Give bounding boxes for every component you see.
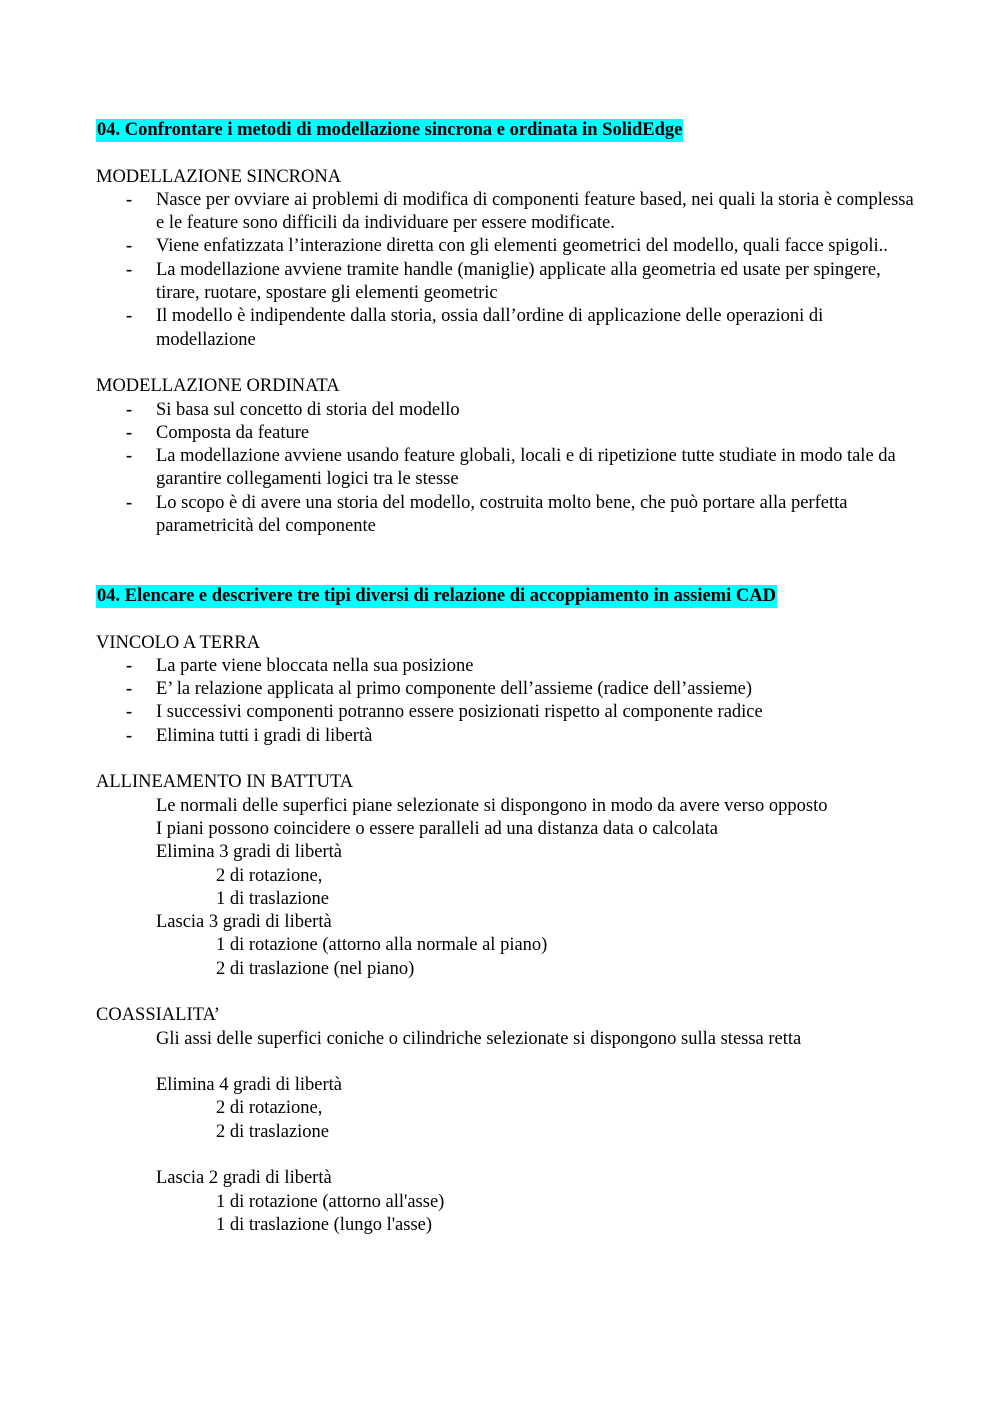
section1-heading-row	[96, 119, 916, 142]
allineamento-line1: Le normali delle superfici piane selezionate si dispongono in modo da avere verso opposto	[156, 795, 828, 816]
coassialita-lascia-rotazione: 1 di rotazione (attorno all'asse)	[216, 1191, 445, 1212]
vincolo-list	[96, 655, 916, 748]
coassialita-elimina: Elimina 4 gradi di libertà	[156, 1075, 342, 1096]
sincrona-title: MODELLAZIONE SINCRONA	[96, 166, 342, 187]
section2-heading: 04. Elencare e descrivere tre tipi diversi di relazione di accoppiamento in assiemi CAD	[96, 585, 777, 608]
section1-heading: 04. Confrontare i metodi di modellazione sincrona e ordinata in SolidEdge	[96, 119, 683, 142]
allineamento-lascia-traslazione: 2 di traslazione (nel piano)	[216, 958, 415, 979]
allineamento-elimina-traslazione: 1 di traslazione	[216, 888, 330, 909]
allineamento-lascia-rotazione: 1 di rotazione (attorno alla normale al piano)	[216, 935, 548, 956]
list-item: - E’ la relazione applicata al primo componente dell’assieme (radice dell’assieme)	[96, 678, 916, 701]
list-item: - Il modello è indipendente dalla storia, ossia dall’ordine di applicazione delle operazioni di modellazione	[96, 305, 916, 352]
vincolo-title: VINCOLO A TERRA	[96, 632, 261, 653]
ordinata-title: MODELLAZIONE ORDINATA	[96, 376, 340, 397]
allineamento-elimina-rotazione: 2 di rotazione,	[216, 865, 323, 886]
coassialita-line1: Gli assi delle superfici coniche o cilindriche selezionate si dispongono sulla stessa retta	[156, 1028, 802, 1049]
coassialita-elimina-traslazione: 2 di traslazione	[216, 1121, 330, 1142]
coassialita-elimina-rotazione: 2 di rotazione,	[216, 1098, 323, 1119]
coassialita-lascia-traslazione: 1 di traslazione (lungo l'asse)	[216, 1214, 433, 1235]
list-item: - Si basa sul concetto di storia del modello	[96, 399, 916, 422]
list-item: - La parte viene bloccata nella sua posizione	[96, 655, 916, 678]
list-item: - Nasce per ovviare ai problemi di modifica di componenti feature based, nei quali la storia è complessa e le feature sono difficili da individuare per essere modificate.	[96, 189, 916, 236]
list-item: - La modellazione avviene usando feature globali, locali e di ripetizione tutte studiate in modo tale da garantire collegamenti logici tra le stesse	[96, 445, 916, 492]
allineamento-lascia: Lascia 3 gradi di libertà	[156, 912, 332, 933]
coassialita-lascia: Lascia 2 gradi di libertà	[156, 1168, 332, 1189]
list-item: - Viene enfatizzata l’interazione diretta con gli elementi geometrici del modello, quali facce spigoli..	[96, 235, 916, 258]
allineamento-elimina: Elimina 3 gradi di libertà	[156, 842, 342, 863]
list-item: - Composta da feature	[96, 422, 916, 445]
document-page	[96, 119, 916, 1237]
ordinata-list	[96, 399, 916, 539]
sincrona-list	[96, 189, 916, 352]
coassialita-title: COASSIALITA’	[96, 1005, 220, 1026]
section2-heading-row	[96, 585, 916, 608]
list-item: - Lo scopo è di avere una storia del modello, costruita molto bene, che può portare alla perfetta parametricità del componente	[96, 492, 916, 539]
list-item: - I successivi componenti potranno essere posizionati rispetto al componente radice	[96, 701, 916, 724]
allineamento-line2: I piani possono coincidere o essere paralleli ad una distanza data o calcolata	[156, 818, 718, 839]
list-item: - La modellazione avviene tramite handle (maniglie) applicate alla geometria ed usate per spingere, tirare, ruotare, spostare gli elementi geometric	[96, 259, 916, 306]
allineamento-title: ALLINEAMENTO IN BATTUTA	[96, 772, 354, 793]
list-item: - Elimina tutti i gradi di libertà	[96, 725, 916, 748]
